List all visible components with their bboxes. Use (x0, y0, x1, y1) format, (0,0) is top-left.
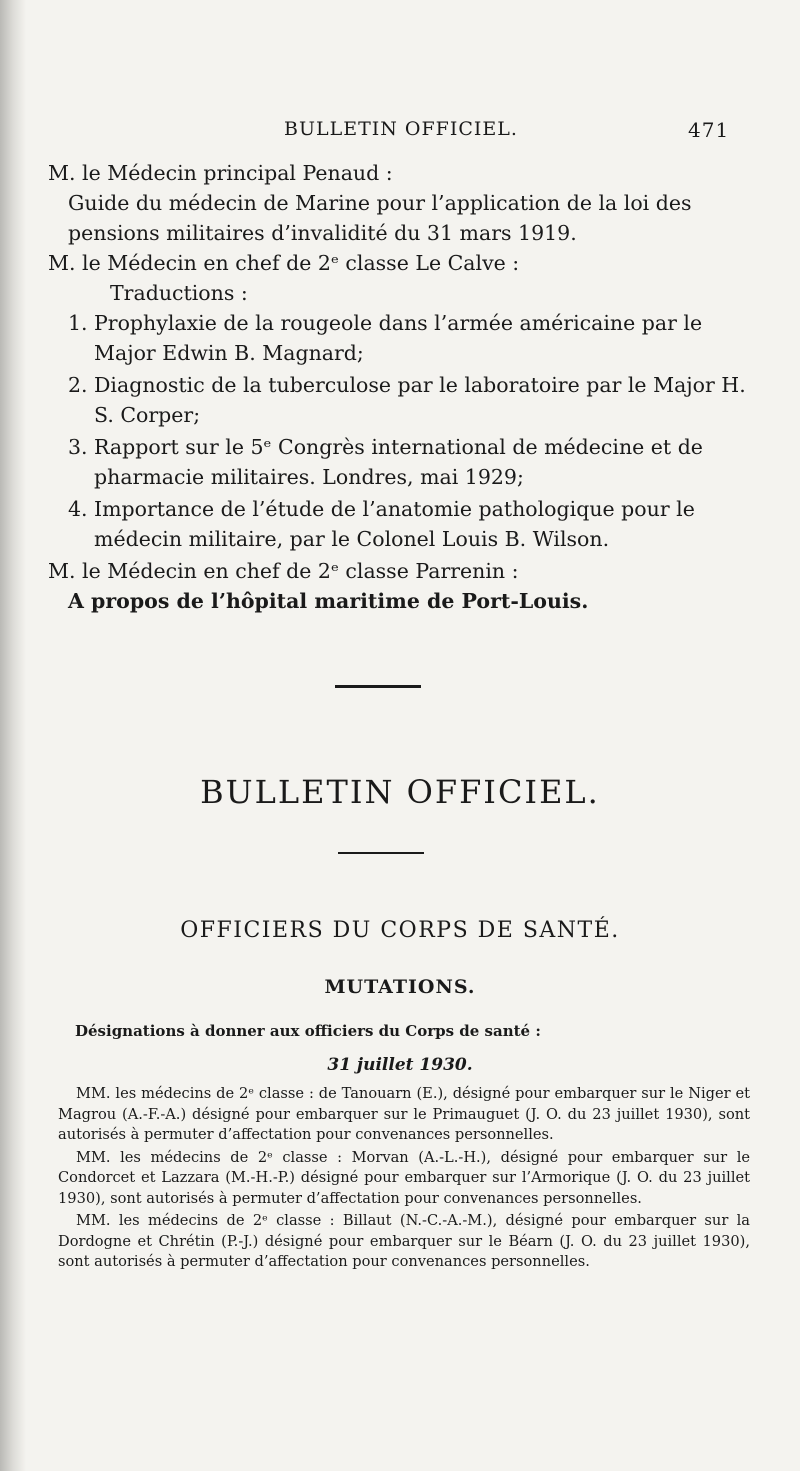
running-head-title: BULLETIN OFFICIEL. (284, 118, 518, 140)
entry-author: M. le Médecin en chef de 2ᵉ classe Parrenin : (48, 559, 519, 583)
subsection-heading: MUTATIONS. (324, 976, 476, 998)
entry-le-calve (48, 248, 748, 554)
entry-parrenin (48, 556, 748, 616)
mutation-paragraph: MM. les médecins de 2ᵉ classe : Billaut (N.-C.-A.-M.), désigné pour embarquer sur la Dordogne et Chrétin (P.-J.) désigné pour embarquer sur le Béarn (J. O. du 23 juillet 1930), sont autorisés à permuter d’affectation pour convenances personnelles. (58, 1212, 750, 1270)
mutation-paragraph: MM. les médecins de 2ᵉ classe : de Tanouarn (E.), désigné pour embarquer sur le Niger et Magrou (A.-F.-A.) désigné pour embarquer sur le Primauguet (J. O. du 23 juillet 1930), sont autorisés à permuter d’affectation pour convenances personnelles. (58, 1085, 750, 1143)
list-item (48, 432, 748, 492)
entry-penaud (48, 158, 748, 248)
item-number: 4. (68, 497, 88, 521)
main-heading: BULLETIN OFFICIEL. (200, 773, 600, 811)
section-heading: OFFICIERS DU CORPS DE SANTÉ. (180, 918, 620, 943)
entry-subhead: Traductions : (110, 281, 248, 305)
item-text: Prophylaxie de la rougeole dans l’armée américaine par le Major Edwin B. Magnard; (94, 311, 703, 365)
mutations-body (58, 1084, 750, 1275)
list-item (48, 308, 748, 368)
item-number: 3. (68, 435, 88, 459)
item-text: Rapport sur le 5ᵉ Congrès international de médecine et de pharmacie militaires. Londres, mai 1929; (94, 435, 703, 489)
item-number: 2. (68, 373, 88, 397)
heading-divider (338, 852, 424, 854)
date-heading: 31 juillet 1930. (327, 1055, 473, 1075)
entry-author: M. le Médecin en chef de 2ᵉ classe Le Calve : (48, 251, 520, 275)
section-divider (335, 685, 421, 688)
entry-title: Guide du médecin de Marine pour l’application de la loi des pensions militaires d’invalidité du 31 mars 1919. (68, 191, 692, 245)
entry-author: M. le Médecin principal Penaud : (48, 161, 393, 185)
entry-title: A propos de l’hôpital maritime de Port-Louis. (68, 589, 589, 613)
item-text: Importance de l’étude de l’anatomie pathologique pour le médecin militaire, par le Colonel Louis B. Wilson. (94, 497, 695, 551)
item-number: 1. (68, 311, 88, 335)
item-text: Diagnostic de la tuberculose par le laboratoire par le Major H. S. Corper; (94, 373, 746, 427)
page-number: 471 (688, 118, 730, 142)
designations-intro: Désignations à donner aux officiers du Corps de santé : (75, 1022, 541, 1040)
translations-list (48, 308, 748, 554)
running-head (0, 118, 800, 148)
list-item (48, 370, 748, 430)
list-item (48, 494, 748, 554)
publication-list (48, 158, 748, 616)
mutation-paragraph: MM. les médecins de 2ᵉ classe : Morvan (A.-L.-H.), désigné pour embarquer sur le Condorcet et Lazzara (M.-H.-P.) désigné pour embarquer sur l’Armorique (J. O. du 23 juillet 1930), sont autorisés à permuter d’affectation pour convenances personnelles. (58, 1148, 750, 1207)
